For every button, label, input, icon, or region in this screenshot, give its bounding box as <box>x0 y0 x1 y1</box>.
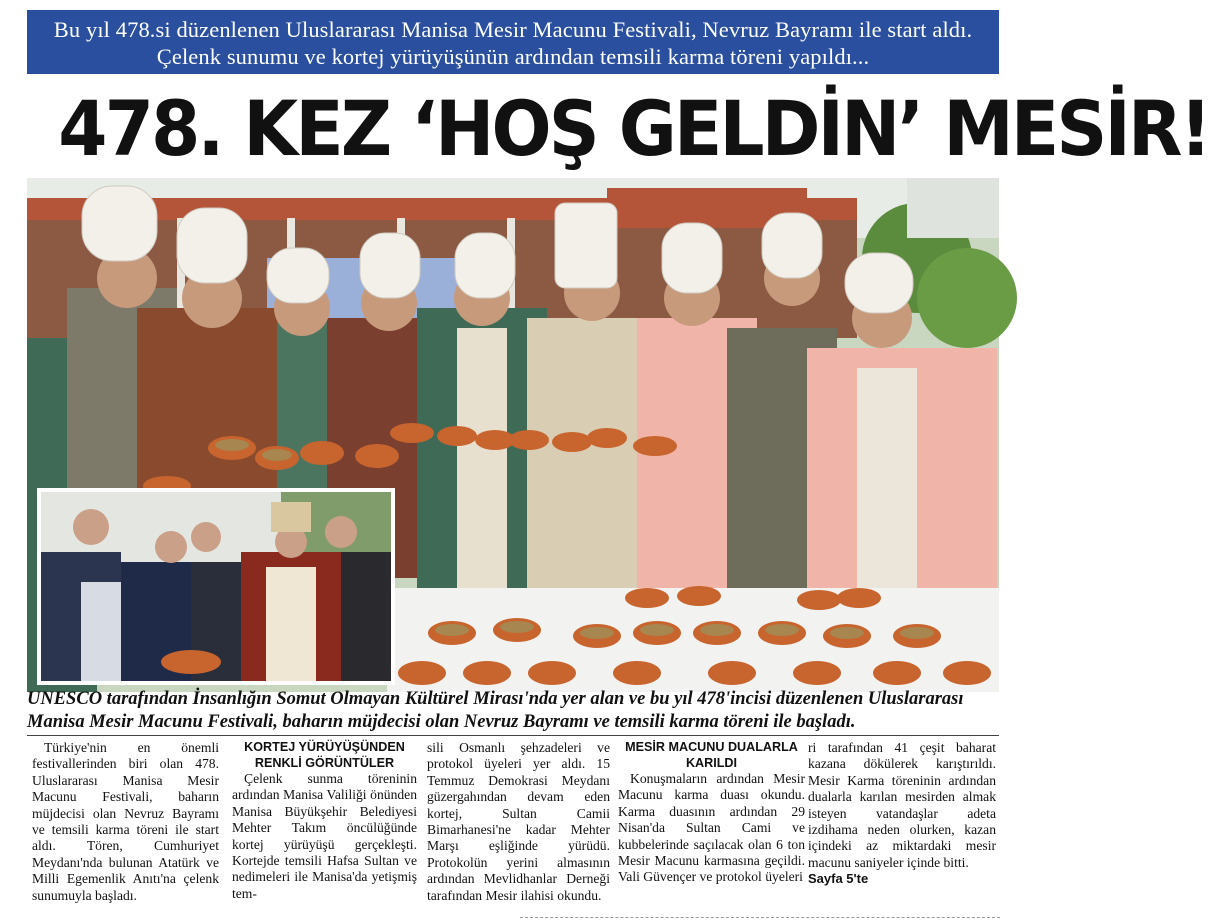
article-column-5 <box>808 740 996 912</box>
headline: 478. KEZ ‘HOŞ GELDİN’ MESİR! <box>58 84 1209 173</box>
article-column-1 <box>32 740 219 912</box>
article-column-2 <box>232 740 417 912</box>
article-columns <box>27 740 999 912</box>
lead-banner <box>27 10 999 74</box>
subheading-kortej: KORTEJ YÜRÜYÜŞÜNDEN RENKLİ GÖRÜNTÜLER <box>244 740 405 770</box>
column-5-text: ri tarafından 41 çeşit baharat kazana dökülerek karıştırıldı. Mesir Karma töreninin ardından dualarla karılan mesirden almak isteyen vatandaşlar adeta izdihama neden olurken, kazan içindeki az miktardaki mesir macunu saniyeler içinde bitti. <box>808 740 996 870</box>
column-2-text: Çelenk sunma töreninin ardından Manisa Valiliği önünden Manisa Büyükşehir Belediyesi Mehter Takım öncülüğünde kortej yürüyüşü gerçekleşti. Kortejde temsili Hafsa Sultan ve nedimeleri ile Manisa'da yetişmiş tem- <box>232 771 417 901</box>
karma-ceremony-photo <box>41 492 391 681</box>
photo-caption: UNESCO tarafından İnsanlığın Somut Olmayan Kültürel Mirası'nda yer alan ve bu yıl 478'incisi düzenlenen Uluslararası Manisa Mesir Macunu Festivali, baharın müjdecisi olan Nevruz Bayramı ve temsili karma töreni ile başladı. <box>27 688 999 736</box>
column-4-text: Konuşmaların ardından Mesir Macunu karma duası okundu. Karma duasının ardından 29 Nisan'da Sultan Cami ve kubbelerinde saçılacak olan 6 ton Mesir Macunu karmasına geçildi. Vali Güvençer ve protokol üyeleri <box>618 771 805 885</box>
article-column-3 <box>427 740 610 912</box>
column-3-text: sili Osmanlı şehzadeleri ve protokol üyeleri yer aldı. 15 Temmuz Demokrasi Meydanı güzergahından devam eden kortej, Sultan Camii Bimarhanesi'ne kadar Mehter Marşı eşliğinde yürüdü. Protokolün yerini almasının ardından Mevlidhanlar Derneği tarafından Mesir ilahisi okundu. <box>427 740 610 903</box>
lead-text: Bu yıl 478.si düzenlenen Uluslararası Manisa Mesir Macunu Festivali, Nevruz Bayramı ile start aldı. Çelenk sunumu ve kortej yürüyüşünün ardından temsili karma töreni yapıldı... <box>53 17 973 69</box>
article-column-4 <box>618 740 805 912</box>
subheading-mesir-dualar: MESİR MACUNU DUALARLA KARILDI <box>625 740 798 770</box>
bottom-divider <box>520 917 1000 918</box>
column-1-text: Türkiye'nin en önemli festivallerinden biri olan 478. Uluslararası Manisa Mesir Macunu Festivali, baharın müjdecisi olan Nevruz Bayramı ve temsili karma töreni ile start aldı. Tören, Cumhuriyet Meydanı'nda bulunan Atatürk ve Milli Egemenlik Anıtı'na çelenk sunumuyla başladı. <box>32 740 219 903</box>
page-reference: Sayfa 5'te <box>808 871 869 887</box>
inset-photo <box>37 488 395 685</box>
